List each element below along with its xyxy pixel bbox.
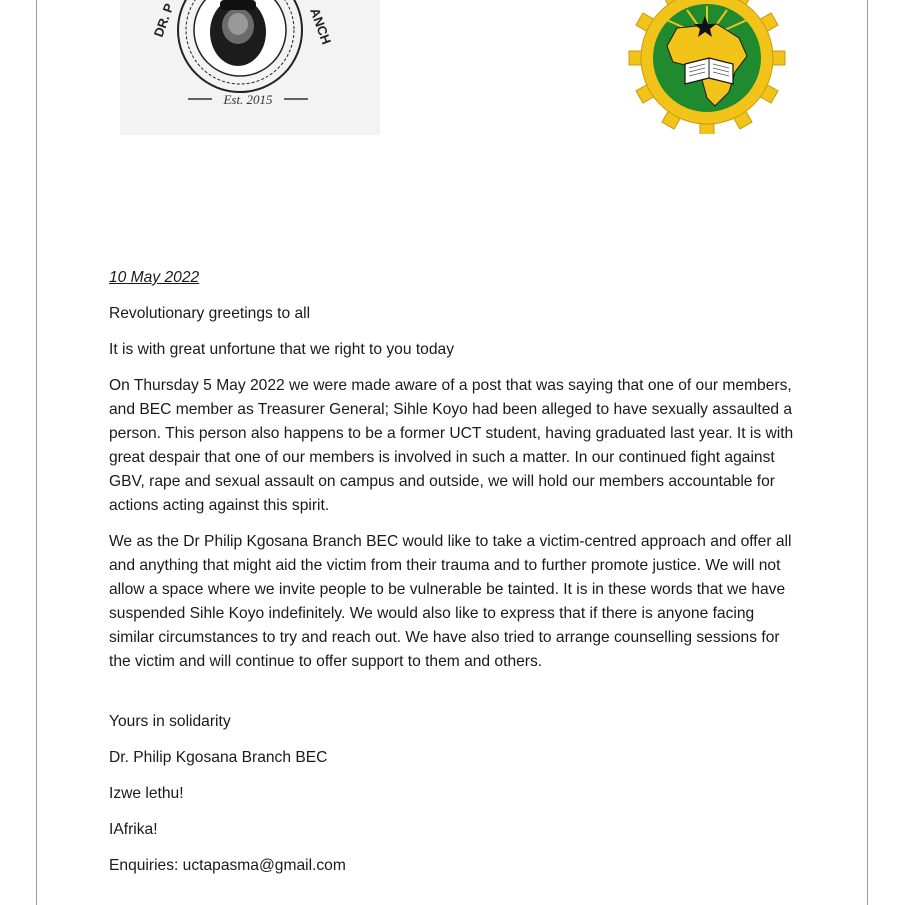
intro-line: It is with great unfortune that we right to you today bbox=[109, 341, 454, 358]
badge-text-left: DR. P bbox=[150, 1, 177, 40]
organization-emblem bbox=[626, 0, 788, 134]
letter-date: 10 May 2022 bbox=[109, 269, 200, 286]
signatory: Dr. Philip Kgosana Branch BEC bbox=[109, 749, 328, 766]
slogan-izwe-lethu: Izwe lethu! bbox=[109, 785, 184, 802]
badge-est-text: Est. 2015 bbox=[223, 92, 273, 107]
enquiries-contact: Enquiries: uctapasma@gmail.com bbox=[109, 857, 346, 874]
paragraph-incident: On Thursday 5 May 2022 we were made aware of a post that was saying that one of our members, and BEC member as Treasurer General; Sihle Koyo had been alleged to have sexually assaulted a person. This person also happens to be a former UCT student, having graduated last year. It is with great despair that one of our members is involved in such a matter. In our continued fight against GBV, rape and sexual assault on campus and outside, we will hold our members accountable for actions acting against this spirit. bbox=[109, 377, 794, 514]
slogan-iafrika: IAfrika! bbox=[109, 821, 158, 838]
paragraph-response: We as the Dr Philip Kgosana Branch BEC would like to take a victim-centred approach and offer all and anything that might aid the victim from their trauma and to further promote justice. We will not allow a space where we invite people to be vulnerable be tainted. It is in these words that we have suspended Sihle Koyo indefinitely. We would also like to express that if there is anyone facing similar circumstances to try and reach out. We have also tried to arrange counselling sessions for the victim and will continue to offer support to them and others. bbox=[109, 533, 792, 670]
signature-block bbox=[109, 710, 799, 878]
branch-logo bbox=[120, 0, 380, 135]
badge-text-right: ANCH bbox=[307, 5, 335, 47]
greeting: Revolutionary greetings to all bbox=[109, 305, 311, 322]
letter-body bbox=[109, 266, 799, 890]
closing: Yours in solidarity bbox=[109, 713, 231, 730]
